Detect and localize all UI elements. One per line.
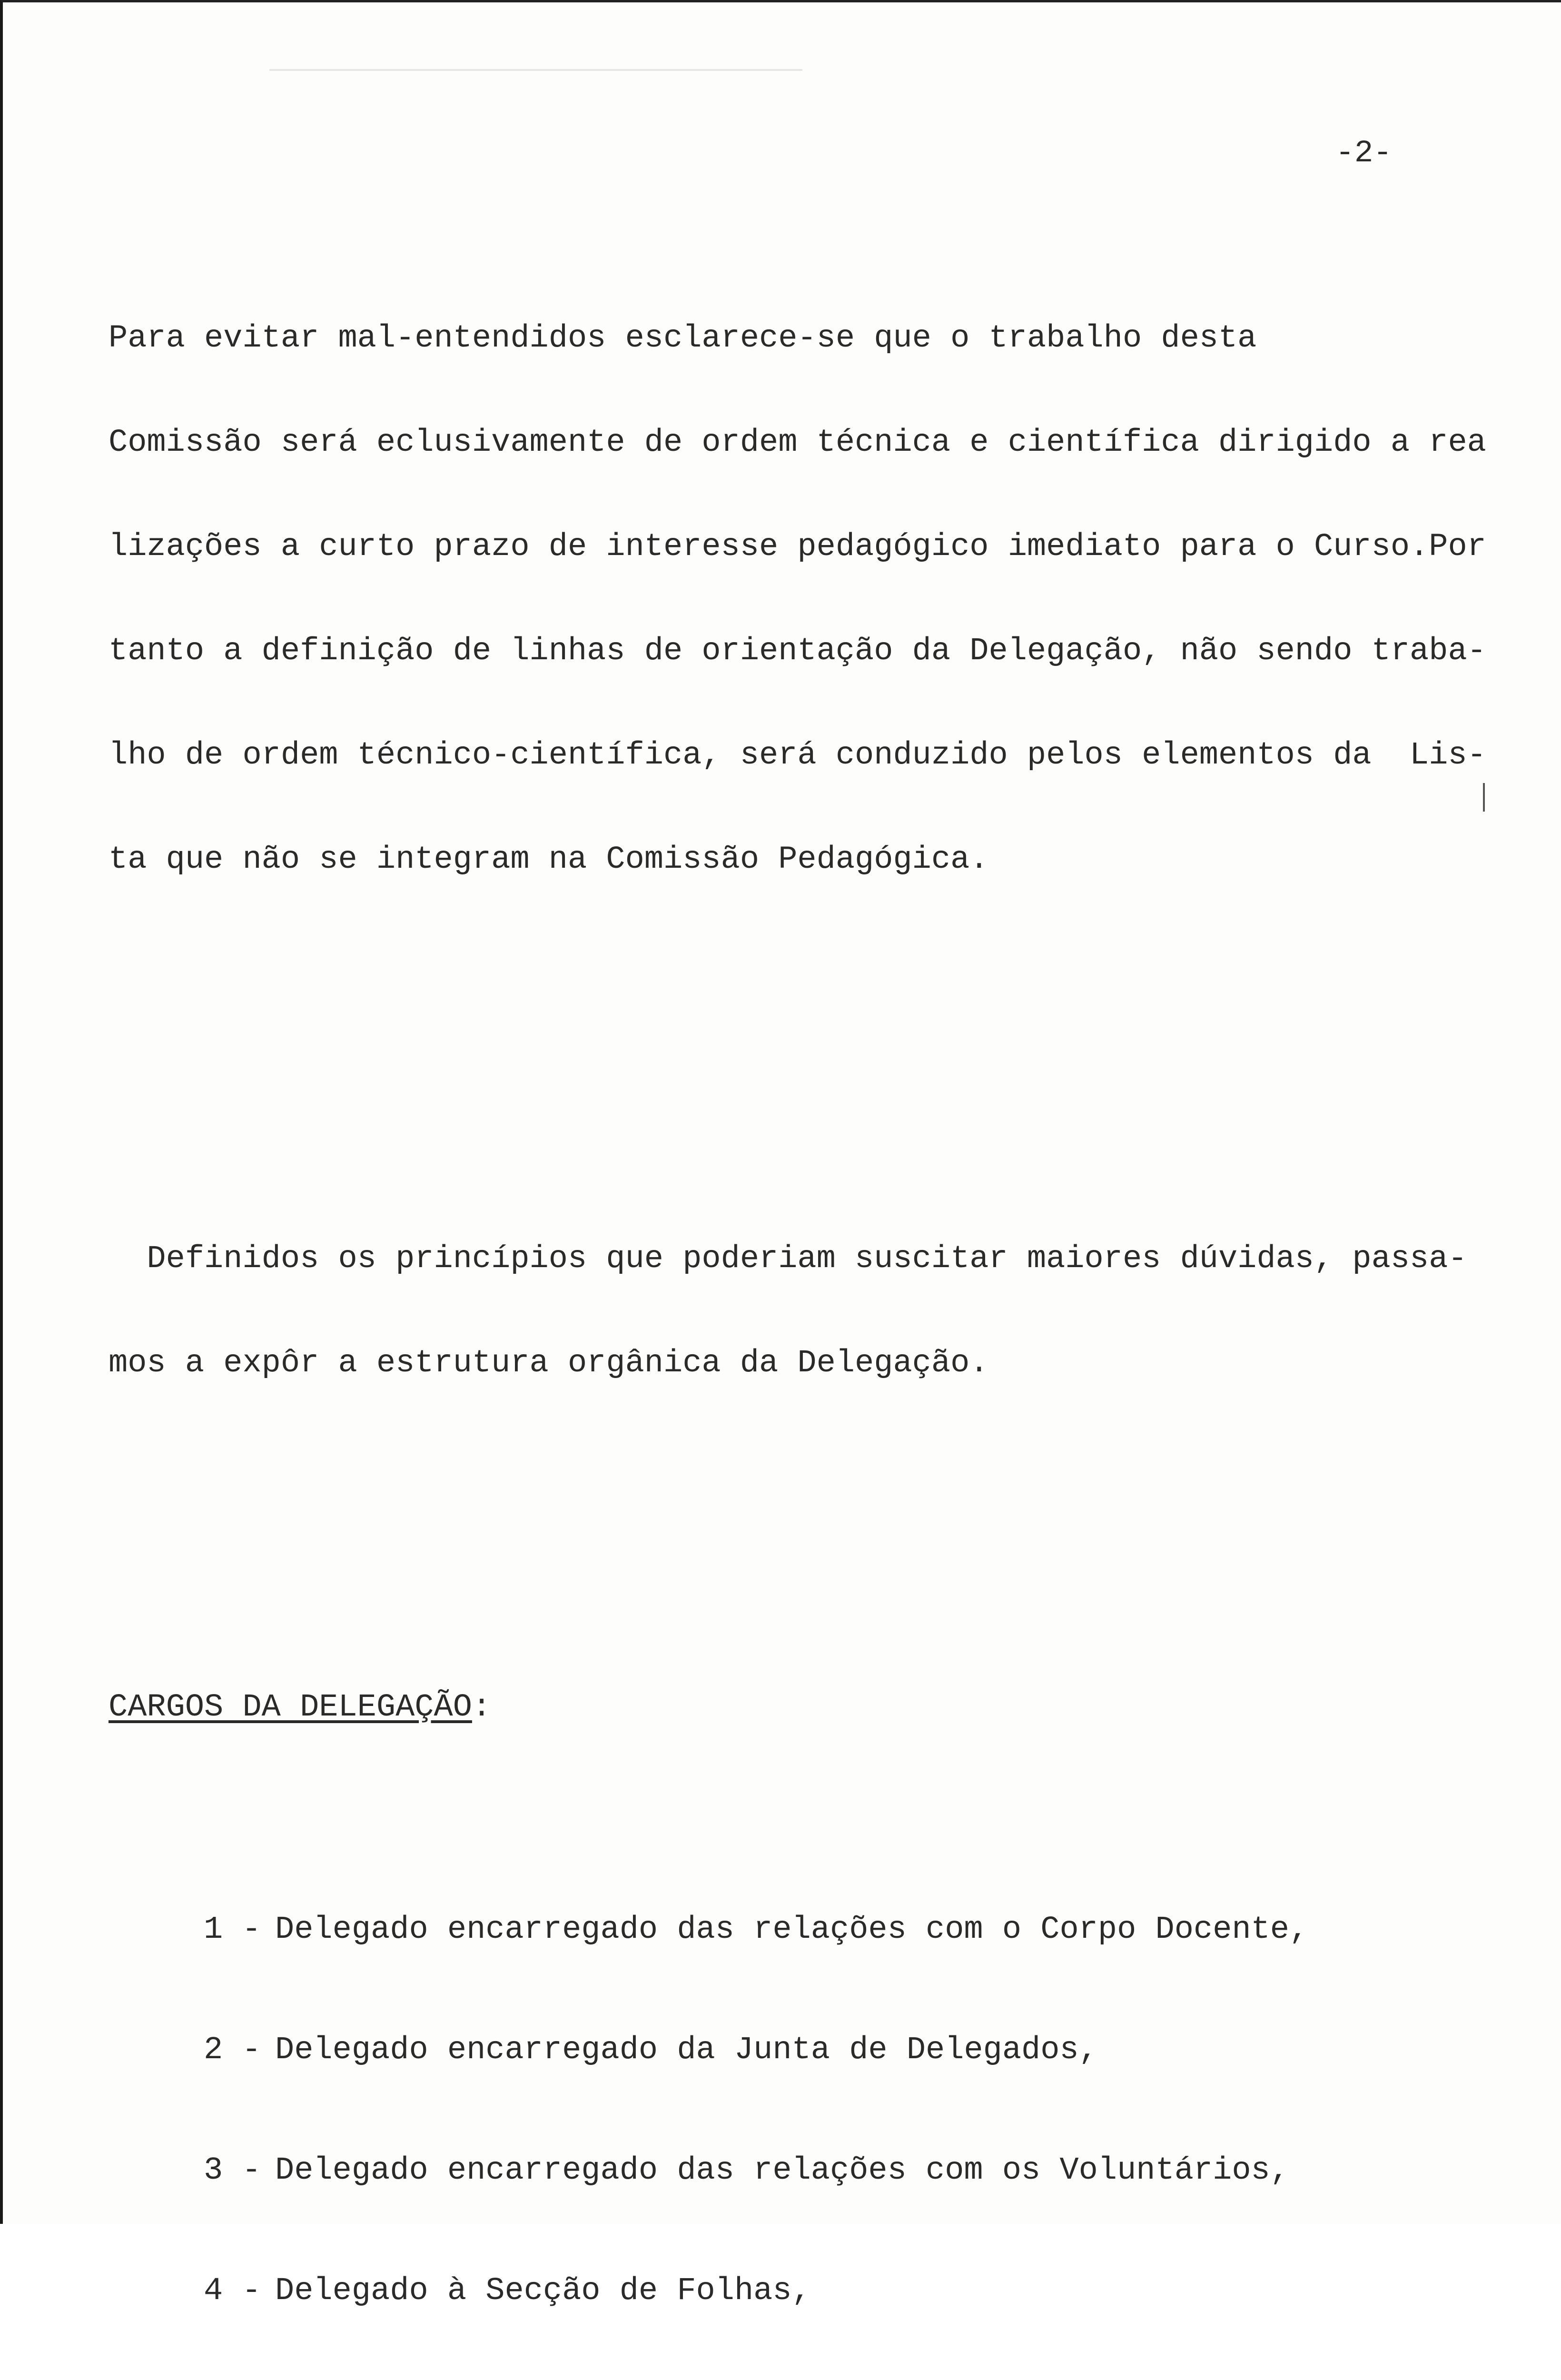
text-line: mos a expôr a estrutura orgânica da Delegação.: [109, 1345, 989, 1381]
role-text: Delegado encarregado da Junta de Delegados,: [275, 2032, 1098, 2068]
text-line: lizações a curto prazo de interesse pedagógico imediato para o Curso.Por: [109, 529, 1486, 565]
principles-paragraph: [109, 1172, 1467, 1450]
role-number: 3 -: [204, 2152, 261, 2189]
role-item: [109, 2025, 1460, 2076]
section-heading: CARGOS DA DELEGAÇÃO: [109, 1689, 472, 1726]
section-heading-colon: :: [472, 1689, 492, 1726]
scan-smudge: [1483, 783, 1485, 812]
role-text: Delegado à Secção de Folhas,: [275, 2273, 811, 2309]
role-item: [109, 2145, 1460, 2196]
text-line: Comissão será eclusivamente de ordem técnica e científica dirigido a rea: [109, 425, 1486, 461]
page-number: -2-: [1335, 135, 1392, 171]
role-number: 2 -: [204, 2032, 261, 2068]
role-number: 1 -: [204, 1912, 261, 1948]
role-item: [109, 1904, 1460, 1955]
role-text: Delegado encarregado das relações com os Voluntários,: [275, 2152, 1289, 2189]
scan-smudge: [269, 69, 802, 71]
text-line: Definidos os princípios que poderiam suscitar maiores dúvidas, passa-: [109, 1241, 1467, 1277]
intro-paragraph: [109, 252, 1486, 947]
role-number: 4 -: [204, 2273, 261, 2309]
text-line: tanto a definição de linhas de orientação da Delegação, não sendo traba-: [109, 633, 1486, 669]
text-line: ta que não se integram na Comissão Pedagógica.: [109, 842, 989, 878]
text-line: Para evitar mal-entendidos esclarece-se que o trabalho desta: [109, 320, 1257, 357]
roles-list: [109, 1835, 1460, 2380]
text-line: lho de ordem técnico-científica, será conduzido pelos elementos da Lis-: [109, 737, 1486, 774]
role-item: [109, 2266, 1460, 2317]
role-text: Delegado encarregado das relações com o Corpo Docente,: [275, 1912, 1309, 1948]
section-heading-line: [109, 1690, 1460, 1725]
document-body: [109, 148, 1486, 2380]
